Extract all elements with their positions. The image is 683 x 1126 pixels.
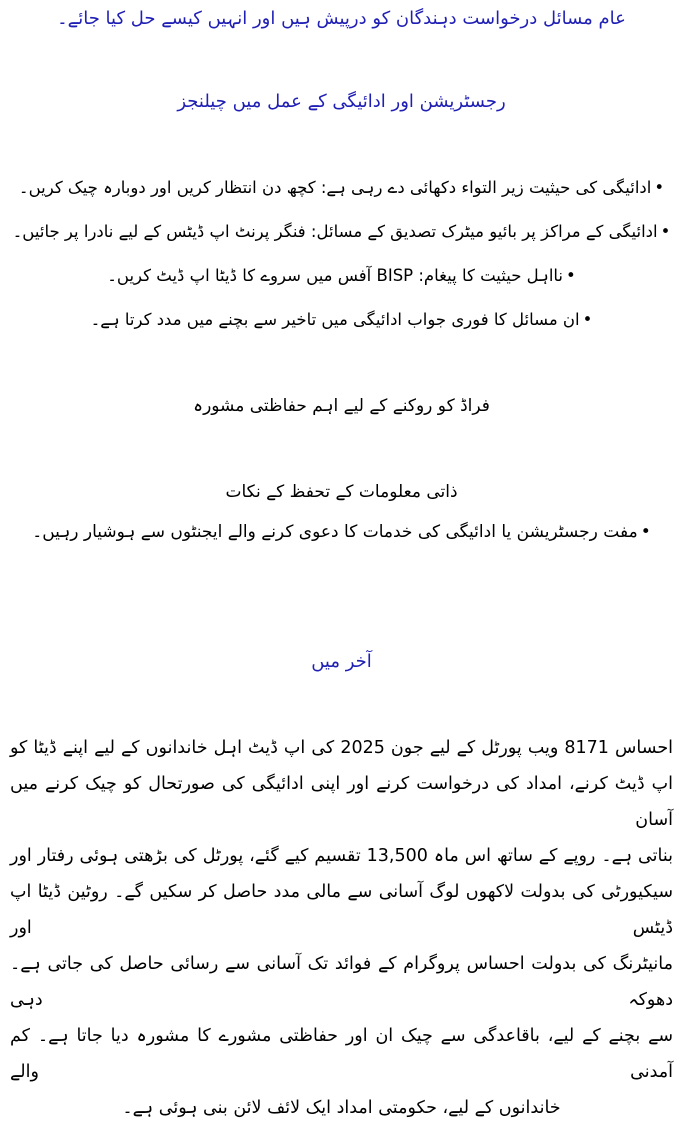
list-item-text: ادائیگی کے مراکز پر بائیو میٹرک تصدیق کے مسائل: فنگر پرنٹ اپ ڈیٹس کے لیے نادرا پر جائیں۔ [12, 222, 658, 241]
bullet-icon: • [640, 522, 651, 542]
fraud-heading: فراڈ کو روکنے کے لیے اہم حفاظتی مشورہ [193, 396, 490, 416]
list-item [0, 263, 683, 289]
list-item-text: نااہل حیثیت کا پیغام: BISP آفس میں سروے کا ڈیٹا اپ ڈیٹ کریں۔ [107, 266, 564, 285]
paragraph-line: سے بچنے کے لیے، باقاعدگی سے چیک ان اور حفاظتی مشورے کا مشورہ دیا جاتا ہے۔ کم آمدنی والے [10, 1026, 673, 1082]
list-item [0, 307, 683, 333]
list-item [0, 175, 683, 201]
registration-heading: رجسٹریشن اور ادائیگی کے عمل میں چیلنجز [177, 91, 506, 112]
paragraph-line: مانیٹرنگ کی بدولت احساس پروگرام کے فوائد تک آسانی سے رسائی حاصل کی جاتی ہے۔ دھوکہ دہی [10, 954, 673, 1010]
bullet-icon: • [654, 178, 665, 197]
list-item-text: ان مسائل کا فوری جواب ادائیگی میں تاخیر سے بچنے میں مدد کرتا ہے۔ [90, 310, 580, 329]
bullet-icon: • [660, 222, 671, 241]
paragraph-line: احساس 8171 ویب پورٹل کے لیے جون 2025 کی اپ ڈیٹ اہل خاندانوں کے لیے اپنے ڈیٹا کو [10, 738, 674, 758]
list-item [0, 519, 683, 545]
list-item [0, 219, 683, 245]
conclusion-paragraph [10, 730, 673, 1126]
list-item-text: ادائیگی کی حیثیت زیر التواء دکھائی دے رہی ہے: کچھ دن انتظار کریں اور دوبارہ چیک کریں۔ [18, 178, 652, 197]
bullet-icon: • [582, 310, 593, 329]
paragraph-line: بناتی ہے۔ روپے کے ساتھ اس ماہ 13,500 تقسیم کیے گئے، پورٹل کی بڑھتی ہوئی رفتار اور [10, 846, 673, 866]
paragraph-line: سیکیورٹی کی بدولت لاکھوں لوگ آسانی سے مالی مدد حاصل کر سکیں گے۔ روٹین ڈیٹا اپ ڈیٹس اور [10, 882, 673, 938]
paragraph-line: اپ ڈیٹ کرنے، امداد کی درخواست کرنے اور اپنی ادائیگی کی صورتحال کو چیک کرنے میں آسان [10, 774, 673, 830]
conclusion-heading: آخر میں [311, 651, 372, 672]
intro-heading: عام مسائل درخواست دہندگان کو درپیش ہیں اور انہیں کیسے حل کیا جائے۔ [57, 8, 626, 29]
privacy-heading: ذاتی معلومات کے تحفظ کے نکات [225, 482, 458, 502]
paragraph-line: خاندانوں کے لیے، حکومتی امداد ایک لائف لائن بنی ہوئی ہے۔ [122, 1098, 561, 1118]
list-item-text: مفت رجسٹریشن یا ادائیگی کی خدمات کا دعوی کرنے والے ایجنٹوں سے ہوشیار رہیں۔ [32, 522, 638, 542]
bullet-icon: • [566, 266, 576, 285]
